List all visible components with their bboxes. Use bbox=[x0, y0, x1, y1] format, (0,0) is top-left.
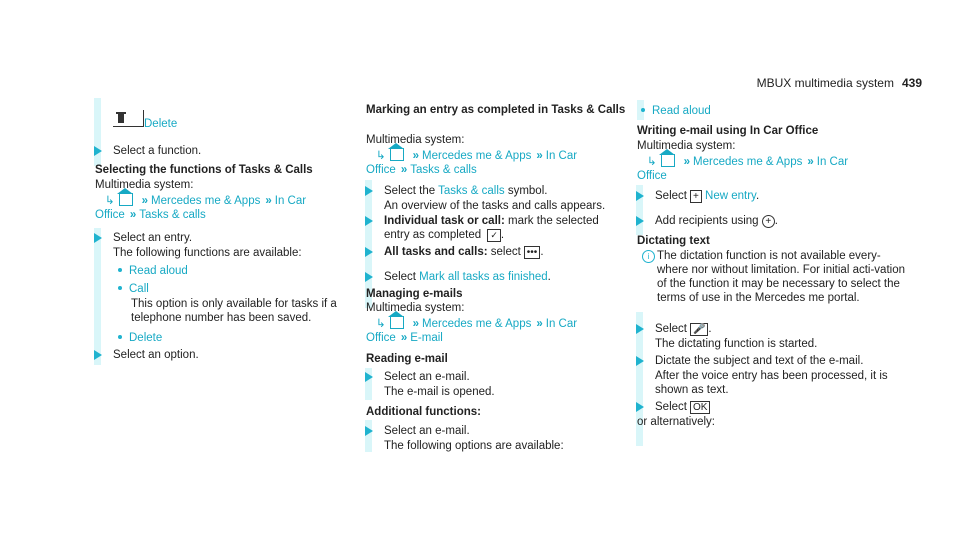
highlight-bar bbox=[94, 228, 101, 365]
check-icon: ✓ bbox=[487, 229, 501, 242]
step-desc: After the voice entry has been processed, it is shown as text. bbox=[655, 370, 888, 396]
path-office[interactable]: Office bbox=[366, 164, 396, 176]
section-heading: Writing e-mail using In Car Office bbox=[637, 125, 819, 137]
step-select-symbol: Select the Tasks & calls symbol. bbox=[384, 185, 548, 197]
step-desc: The following options are available: bbox=[384, 440, 564, 452]
item-call[interactable]: Call bbox=[129, 283, 149, 295]
step-desc: The e-mail is opened. bbox=[384, 386, 495, 398]
tasks-calls-link[interactable]: Tasks & calls bbox=[438, 185, 505, 197]
step-select-email: Select an e-mail. bbox=[384, 371, 470, 383]
path-in-car[interactable]: In Car bbox=[545, 150, 578, 162]
header-title: MBUX multimedia system bbox=[756, 76, 894, 90]
page-number: 439 bbox=[901, 76, 922, 90]
multimedia-label: Multimedia system: bbox=[366, 134, 465, 146]
step-arrow-icon bbox=[365, 247, 373, 257]
home-icon bbox=[390, 148, 404, 161]
path-tasks-calls[interactable]: Tasks & calls bbox=[410, 164, 477, 176]
item-read-aloud[interactable]: Read aloud bbox=[129, 265, 188, 277]
nav-path-2: Office » Tasks & calls bbox=[95, 209, 206, 221]
path-mercedes-me[interactable]: Mercedes me & Apps bbox=[422, 150, 532, 162]
step-arrow-icon bbox=[94, 233, 102, 243]
nav-path-2 bbox=[637, 169, 937, 183]
path-office[interactable]: Office bbox=[637, 170, 667, 182]
nav-path: ↳ » Mercedes me & Apps » In Car bbox=[647, 156, 849, 168]
mark-all-link[interactable]: Mark all tasks as finished bbox=[419, 271, 548, 283]
step-select-email-2: Select an e-mail. bbox=[384, 425, 470, 437]
step-desc: An overview of the tasks and calls appears. bbox=[384, 200, 606, 212]
section-heading: Dictating text bbox=[637, 235, 710, 247]
step-arrow-icon bbox=[636, 191, 644, 201]
new-entry-link[interactable]: New entry bbox=[705, 190, 756, 202]
step-arrow-icon bbox=[94, 350, 102, 360]
plus-icon: + bbox=[690, 190, 702, 203]
path-office[interactable]: Office bbox=[95, 209, 125, 221]
step-select-entry: Select an entry. bbox=[113, 232, 193, 244]
step-ok: Select OK bbox=[655, 400, 955, 414]
nav-path: ↳ » Mercedes me & Apps » In Car bbox=[376, 318, 578, 330]
add-recipient-icon: + bbox=[762, 215, 775, 228]
step-desc: The dictating function is started. bbox=[655, 338, 818, 350]
more-icon: ••• bbox=[524, 246, 541, 259]
list-item bbox=[118, 264, 418, 278]
step-all: All tasks and calls: select ••• . bbox=[384, 246, 544, 258]
section-heading: Managing e-mails bbox=[366, 288, 463, 300]
path-in-car[interactable]: In Car bbox=[816, 156, 849, 168]
path-in-car[interactable]: In Car bbox=[545, 318, 578, 330]
step-select-function: Select a function. bbox=[113, 145, 202, 157]
trash-icon bbox=[113, 110, 144, 127]
multimedia-label: Multimedia system: bbox=[95, 179, 194, 191]
info-icon: i bbox=[642, 249, 942, 263]
multimedia-label: Multimedia system: bbox=[366, 302, 465, 314]
section-heading: Selecting the functions of Tasks & Calls bbox=[95, 164, 313, 176]
step-microphone: Select 🎤 . bbox=[655, 323, 712, 335]
home-icon bbox=[661, 154, 675, 167]
section-heading: Marking an entry as completed in Tasks & Calls bbox=[366, 104, 626, 116]
section-heading: Additional functions: bbox=[366, 406, 481, 418]
microphone-icon: 🎤 bbox=[690, 323, 708, 336]
highlight-bar bbox=[94, 98, 101, 146]
step-add-recipients: Add recipients using + . bbox=[655, 215, 778, 227]
delete-label[interactable]: Delete bbox=[144, 118, 178, 130]
step-arrow-icon bbox=[365, 186, 373, 196]
step-new-entry: Select + New entry. bbox=[655, 190, 760, 202]
ok-button[interactable]: OK bbox=[690, 401, 710, 414]
call-note: This option is only available for tasks if a telephone number has been saved. bbox=[131, 298, 337, 324]
step-dictate: Dictate the subject and text of the e-mail. bbox=[655, 355, 864, 367]
path-mercedes-me[interactable]: Mercedes me & Apps bbox=[693, 156, 803, 168]
home-icon bbox=[390, 316, 404, 329]
item-delete[interactable]: Delete bbox=[129, 332, 163, 344]
path-email[interactable]: E-mail bbox=[410, 332, 443, 344]
step-select-option: Select an option. bbox=[113, 349, 199, 361]
step-arrow-icon bbox=[365, 426, 373, 436]
item-read-aloud[interactable]: Read aloud bbox=[652, 105, 711, 117]
nav-path: ↳ » Mercedes me & Apps » In Car bbox=[376, 150, 578, 162]
path-mercedes-me[interactable]: Mercedes me & Apps bbox=[422, 318, 532, 330]
step-arrow-icon bbox=[636, 356, 644, 366]
page-header bbox=[757, 76, 922, 90]
step-arrow-icon bbox=[365, 372, 373, 382]
step-arrow-icon bbox=[636, 216, 644, 226]
home-icon bbox=[119, 193, 133, 206]
path-tasks-calls[interactable]: Tasks & calls bbox=[139, 209, 206, 221]
section-heading: Reading e-mail bbox=[366, 353, 448, 365]
step-mark-all: Select Mark all tasks as finished. bbox=[384, 271, 551, 283]
step-individual: Individual task or call: mark the selected entry as completed ✓ . bbox=[384, 215, 599, 241]
step-arrow-icon bbox=[365, 216, 373, 226]
alternatively-text: or alternatively: bbox=[637, 416, 715, 428]
dictation-note: The dictation function is not available every-where nor without limitation. For initial acti-vation of the function it may be necessary to select the terms of use in the Mercedes me portal. bbox=[657, 250, 905, 304]
step-arrow-icon bbox=[636, 402, 644, 412]
highlight-bar bbox=[365, 420, 372, 452]
step-arrow-icon bbox=[636, 324, 644, 334]
nav-path-2: Office » Tasks & calls bbox=[366, 164, 477, 176]
nav-path-2: Office » E-mail bbox=[366, 332, 443, 344]
step-arrow-icon bbox=[365, 272, 373, 282]
list-item bbox=[641, 104, 941, 118]
nav-path: ↳ » Mercedes me & Apps » In Car bbox=[105, 195, 307, 207]
path-office[interactable]: Office bbox=[366, 332, 396, 344]
multimedia-label: Multimedia system: bbox=[637, 140, 736, 152]
following-text: The following functions are available: bbox=[113, 247, 302, 259]
path-in-car[interactable]: In Car bbox=[274, 195, 307, 207]
step-arrow-icon bbox=[94, 146, 102, 156]
path-mercedes-me[interactable]: Mercedes me & Apps bbox=[151, 195, 261, 207]
